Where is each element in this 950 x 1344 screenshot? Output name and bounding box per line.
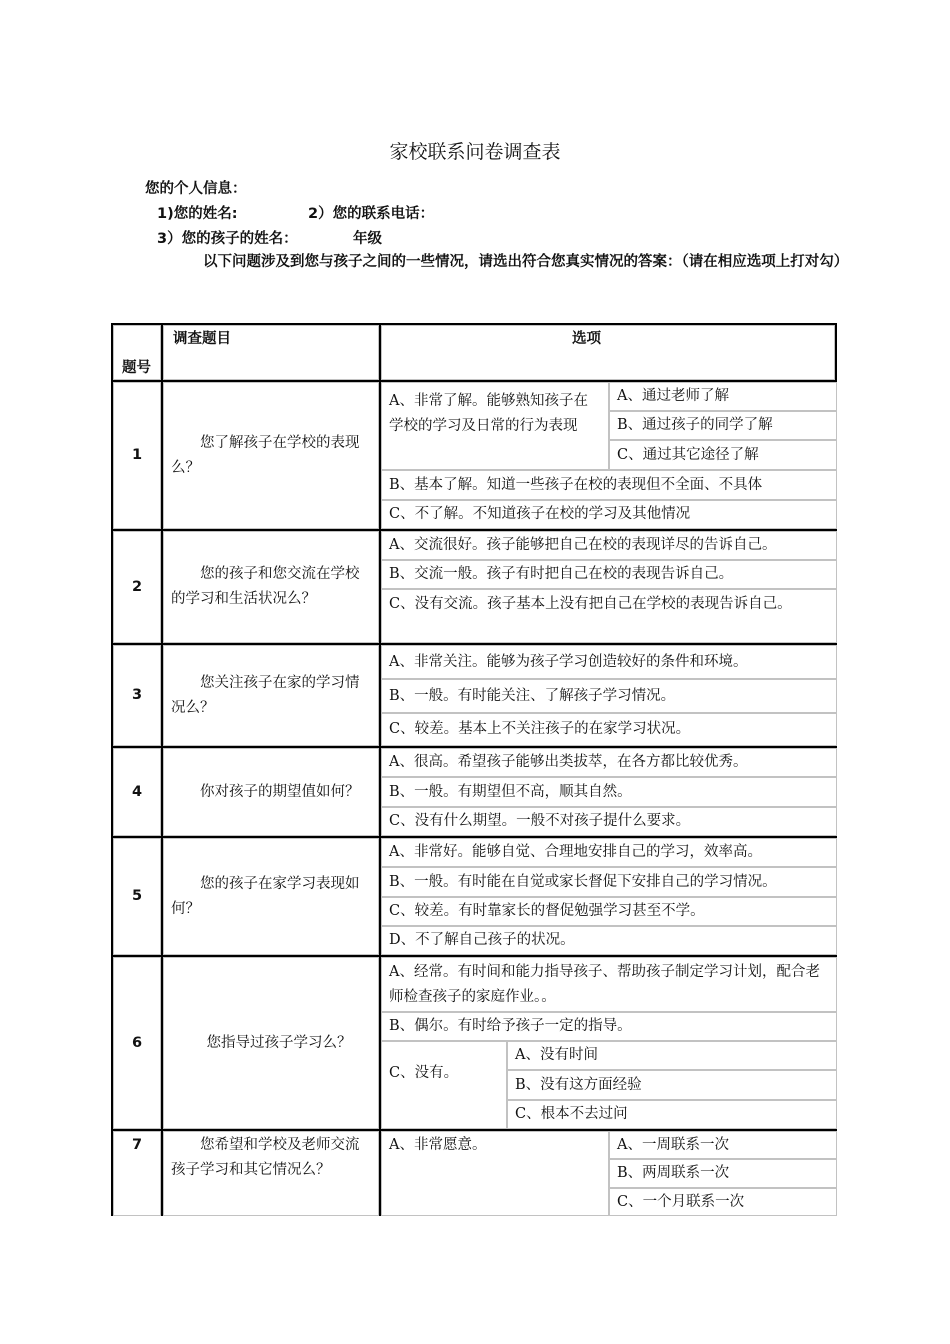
option-cell: D、不了解自己孩子的状况。	[381, 926, 837, 955]
personal-info-heading: 您的个人信息：	[145, 181, 247, 197]
question-number: 7	[113, 1131, 161, 1216]
question-number: 3	[113, 645, 161, 746]
sub-option-cell: A、通过老师了解	[609, 382, 837, 411]
question-text	[163, 838, 379, 955]
question-number: 2	[113, 531, 161, 643]
option-cell: C、没有什么期望。一般不对孩子提什么要求。	[381, 807, 837, 836]
question-number: 5	[113, 838, 161, 955]
page-title: 家校联系问卷调查表	[389, 141, 561, 163]
option-cell: B、基本了解。知道一些孩子在校的表现但不全面、不具体	[381, 470, 837, 500]
sub-option-cell: C、通过其它途径了解	[609, 440, 837, 470]
option-cell: A、很高。希望孩子能够出类拔萃，在各方都比较优秀。	[381, 748, 837, 777]
header-options: 选项	[381, 325, 835, 380]
question-number: 4	[113, 748, 161, 836]
option-cell: A、交流很好。孩子能够把自己在校的表现详尽的告诉自己。	[381, 531, 837, 560]
option-cell: C、没有。	[381, 1041, 507, 1129]
option-cell: C、没有交流。孩子基本上没有把自己在学校的表现告诉自己。	[381, 589, 837, 643]
option-cell: C、较差。基本上不关注孩子的在家学习状况。	[381, 713, 837, 746]
option-cell: B、交流一般。孩子有时把自己在校的表现告诉自己。	[381, 560, 837, 589]
sub-option-cell: C、一个月联系一次	[609, 1188, 837, 1216]
question-1-text: 您了解孩子在学校的表现么？	[171, 434, 360, 476]
question-4-text: 你对孩子的期望值如何？	[200, 783, 360, 800]
question-2-text: 您的孩子和您交流在学校的学习和生活状况么？	[171, 566, 360, 607]
phone-field-label: 2）您的联系电话：	[308, 206, 435, 222]
option-cell: B、一般。有时能在自觉或家长督促下安排自己的学习情况。	[381, 867, 837, 897]
option-cell: A、非常了解。能够熟知孩子在学校的学习及日常的行为表现	[381, 382, 609, 470]
option-cell: A、非常关注。能够为孩子学习创造较好的条件和环境。	[381, 645, 837, 679]
question-5-text: 您的孩子在家学习表现如何？	[171, 875, 360, 917]
option-cell: B、一般。有期望但不高，顺其自然。	[381, 777, 837, 807]
sub-option-cell: C、根本不去过问	[507, 1100, 837, 1129]
question-text	[163, 531, 379, 643]
sub-option-cell: A、没有时间	[507, 1041, 837, 1070]
question-text	[163, 645, 379, 746]
question-text: 您指导过孩子学习么？	[163, 957, 379, 1129]
option-cell: C、较差。有时靠家长的督促勉强学习甚至不学。	[381, 897, 837, 926]
grade-field-label: 年级	[353, 231, 382, 247]
sub-option-cell: B、没有这方面经验	[507, 1070, 837, 1100]
sub-option-cell: A、一周联系一次	[609, 1131, 837, 1159]
option-cell: A、经常。有时间和能力指导孩子、帮助孩子制定学习计划，配合老师检查孩子的家庭作业。。	[381, 957, 837, 1012]
sub-option-cell: B、两周联系一次	[609, 1159, 837, 1188]
option-cell: B、偶尔。有时给予孩子一定的指导。	[381, 1012, 837, 1041]
name-field-label: 1)您的姓名:	[157, 206, 238, 222]
question-text	[163, 748, 379, 836]
child-name-field-label: 3）您的孩子的姓名：	[157, 231, 298, 247]
header-number: 题号	[113, 325, 161, 380]
question-text: 您希望和学校及老师交流孩子学习和其它情况么？	[163, 1131, 379, 1216]
option-cell: C、不了解。不知道孩子在校的学习及其他情况	[381, 500, 837, 529]
option-cell: B、一般。有时能关注、了解孩子学习情况。	[381, 679, 837, 713]
question-number: 1	[113, 382, 161, 529]
question-text	[163, 382, 379, 529]
header-topic: 调查题目	[163, 325, 379, 380]
sub-option-cell: B、通过孩子的同学了解	[609, 411, 837, 440]
instructions: 以下问题涉及到您与孩子之间的一些情况，请选出符合您真实情况的答案：（请在相应选项上打对勾）	[203, 254, 849, 270]
question-number: 6	[113, 957, 161, 1129]
question-3-text: 您关注孩子在家的学习情况么？	[171, 674, 360, 716]
option-cell: A、非常好。能够自觉、合理地安排自己的学习，效率高。	[381, 838, 837, 867]
option-cell: A、非常愿意。	[381, 1131, 609, 1216]
